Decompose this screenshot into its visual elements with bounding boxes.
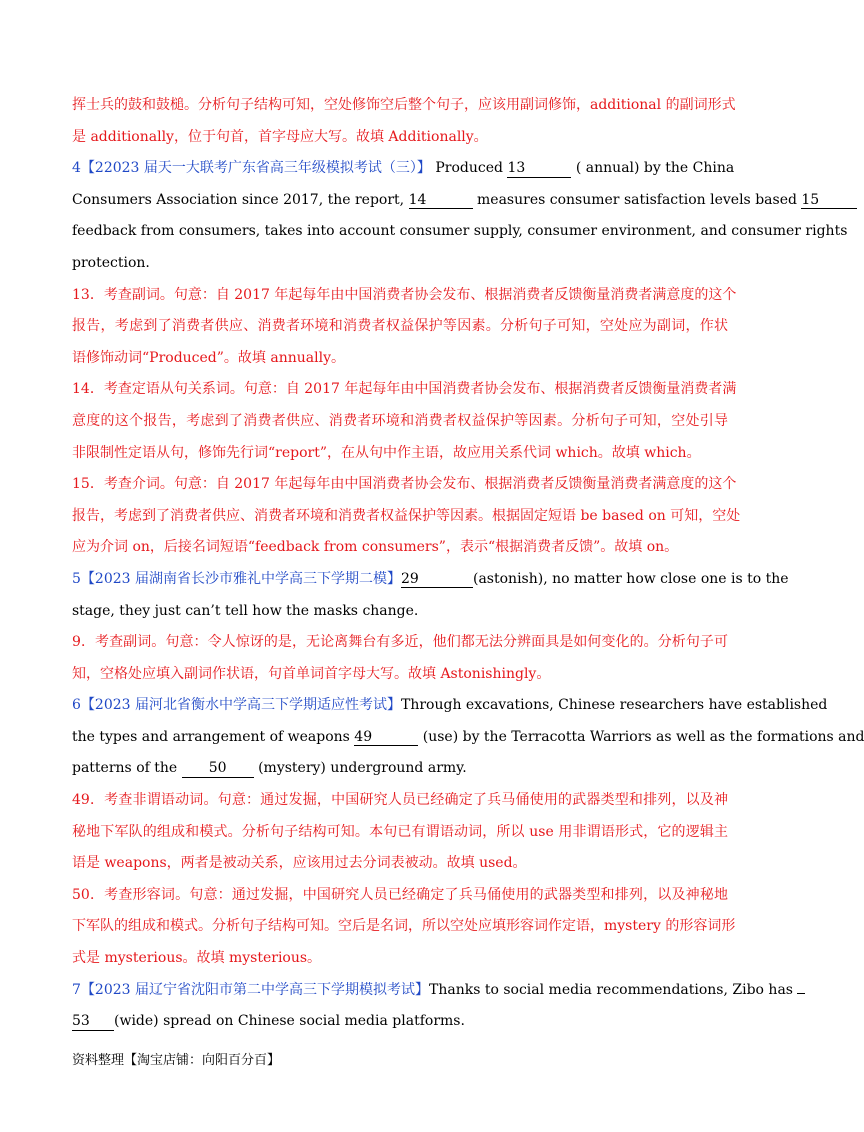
answer-text: 挥士兵的鼓和鼓槌。分析句子结构可知，空处修饰空后整个句子，应该用副词修饰，additional 的副词形式: [72, 97, 736, 113]
answer-9-line: 知，空格处应填入副词作状语，句首单词首字母大写。故填 Astonishingly。: [72, 665, 551, 682]
answer-13-line: 13．考查副词。句意：自 2017 年起每年由中国消费者协会发布、根据消费者反馈衡量消费者满意度的这个: [72, 286, 737, 303]
blank-50: 50: [182, 761, 254, 777]
question-text: Through excavations, Chinese researchers have established: [401, 697, 828, 714]
answer-13-line: 报告，考虑到了消费者供应、消费者环境和消费者权益保护等因素。分析句子可知，空处应为副词，作状: [72, 318, 728, 335]
question-5: [72, 564, 789, 596]
blank-13: 13: [507, 161, 571, 177]
answer-14-line: 意度的这个报告，考虑到了消费者供应、消费者环境和消费者权益保护等因素。分析句子可知，空处引导: [72, 412, 728, 429]
question-text: Consumers Association since 2017, the report,: [72, 191, 409, 208]
answer-15-line: 报告，考虑到了消费者供应、消费者环境和消费者权益保护等因素。根据固定短语 be based on 可知，空处: [72, 507, 741, 524]
question-text: stage, they just can’t tell how the masks change.: [72, 602, 419, 619]
question-text: Thanks to social media recommendations, Zibo has: [429, 981, 798, 998]
answer-15-line: 应为介词 on，后接名词短语“feedback from consumers”，表示“根据消费者反馈”。故填 on。: [72, 539, 679, 556]
answer-15-line: 15．考查介词。句意：自 2017 年起每年由中国消费者协会发布、根据消费者反馈衡量消费者满意度的这个: [72, 476, 737, 493]
question-source: 【2023 届辽宁省沈阳市第二中学高三下学期模拟考试】: [80, 981, 429, 998]
answer-49-line: 秘地下军队的组成和模式。分析句子结构可知。本句已有谓语动词，所以 use 用非谓语形式，它的逻辑主: [72, 823, 728, 840]
question-text: [72, 722, 864, 754]
question-text: [72, 1006, 728, 1038]
question-text: (use) by the Terracotta Warriors as well as the formations and: [418, 728, 864, 745]
question-text: (mystery) underground army.: [253, 760, 467, 777]
question-text: [72, 185, 820, 217]
answer-14-line: 14．考查定语从句关系词。句意：自 2017 年起每年由中国消费者协会发布、根据消费者反馈衡量消费者满: [72, 381, 737, 398]
answer-13-line: 语修饰动词“Produced”。故填 annually。: [72, 349, 345, 366]
question-source: 【2023 届河北省衡水中学高三下学期适应性考试】: [80, 697, 401, 714]
question-text: [72, 753, 728, 785]
question-text: Produced: [430, 160, 508, 177]
question-number: 7: [72, 981, 81, 998]
blank-15: 15: [801, 193, 857, 209]
blank-53-start: [797, 993, 805, 994]
page-footer: 资料整理【淘宝店铺：向阳百分百】: [72, 1053, 281, 1068]
blank-49: 49: [354, 730, 418, 746]
question-text: (astonish), no matter how close one is to the: [473, 570, 789, 587]
answer-9-line: 9．考查副词。句意：令人惊讶的是，无论离舞台有多近，他们都无法分辨面具是如何变化的。分析句子可: [72, 634, 728, 651]
question-text: feedback from consumers, takes into account consumer supply, consumer environment, and consumer rights: [72, 223, 848, 240]
question-source: 【2023 届湖南省长沙市雅礼中学高三下学期二模】: [80, 570, 401, 587]
question-text: (wide) spread on Chinese social media platforms.: [114, 1013, 465, 1030]
question-text: measures consumer satisfaction levels based: [472, 191, 802, 208]
answer-50-line: 下军队的组成和模式。分析句子结构可知。空后是名词，所以空处应填形容词作定语，mystery 的形容词形: [72, 918, 736, 935]
question-7: [72, 975, 798, 1007]
answer-49-line: 语是 weapons，两者是被动关系，应该用过去分词表被动。故填 used。: [72, 855, 527, 872]
question-6: [72, 690, 828, 722]
question-text: the types and arrangement of weapons: [72, 728, 355, 745]
blank-53: 53: [72, 1014, 114, 1030]
answer-49-line: 49．考查非谓语动词。句意：通过发掘，中国研究人员已经确定了兵马俑使用的武器类型和排列，以及神: [72, 792, 728, 809]
question-source: 【22023 届天一大联考广东省高三年级模拟考试（三）】: [80, 160, 431, 177]
answer-50-line: 式是 mysterious。故填 mysterious。: [72, 950, 322, 967]
question-number: 4: [72, 160, 81, 177]
answer-50-line: 50．考查形容词。句意：通过发掘，中国研究人员已经确定了兵马俑使用的武器类型和排列，以及神秘地: [72, 886, 728, 903]
question-4: [72, 153, 735, 185]
question-number: 6: [72, 697, 81, 714]
question-text: ( annual) by the China: [571, 160, 735, 177]
answer-text: 是 additionally，位于句首，首字母应大写。故填 Additionally。: [72, 128, 488, 145]
blank-14: 14: [409, 193, 473, 209]
question-text: protection.: [72, 254, 150, 271]
question-text: patterns of the: [72, 760, 182, 777]
question-number: 5: [72, 570, 81, 587]
document-body: [72, 90, 864, 1038]
blank-29: 29: [401, 572, 473, 588]
answer-14-line: 非限制性定语从句，修饰先行词“report”，在从句中作主语，故应用关系代词 which。故填 which。: [72, 444, 701, 461]
